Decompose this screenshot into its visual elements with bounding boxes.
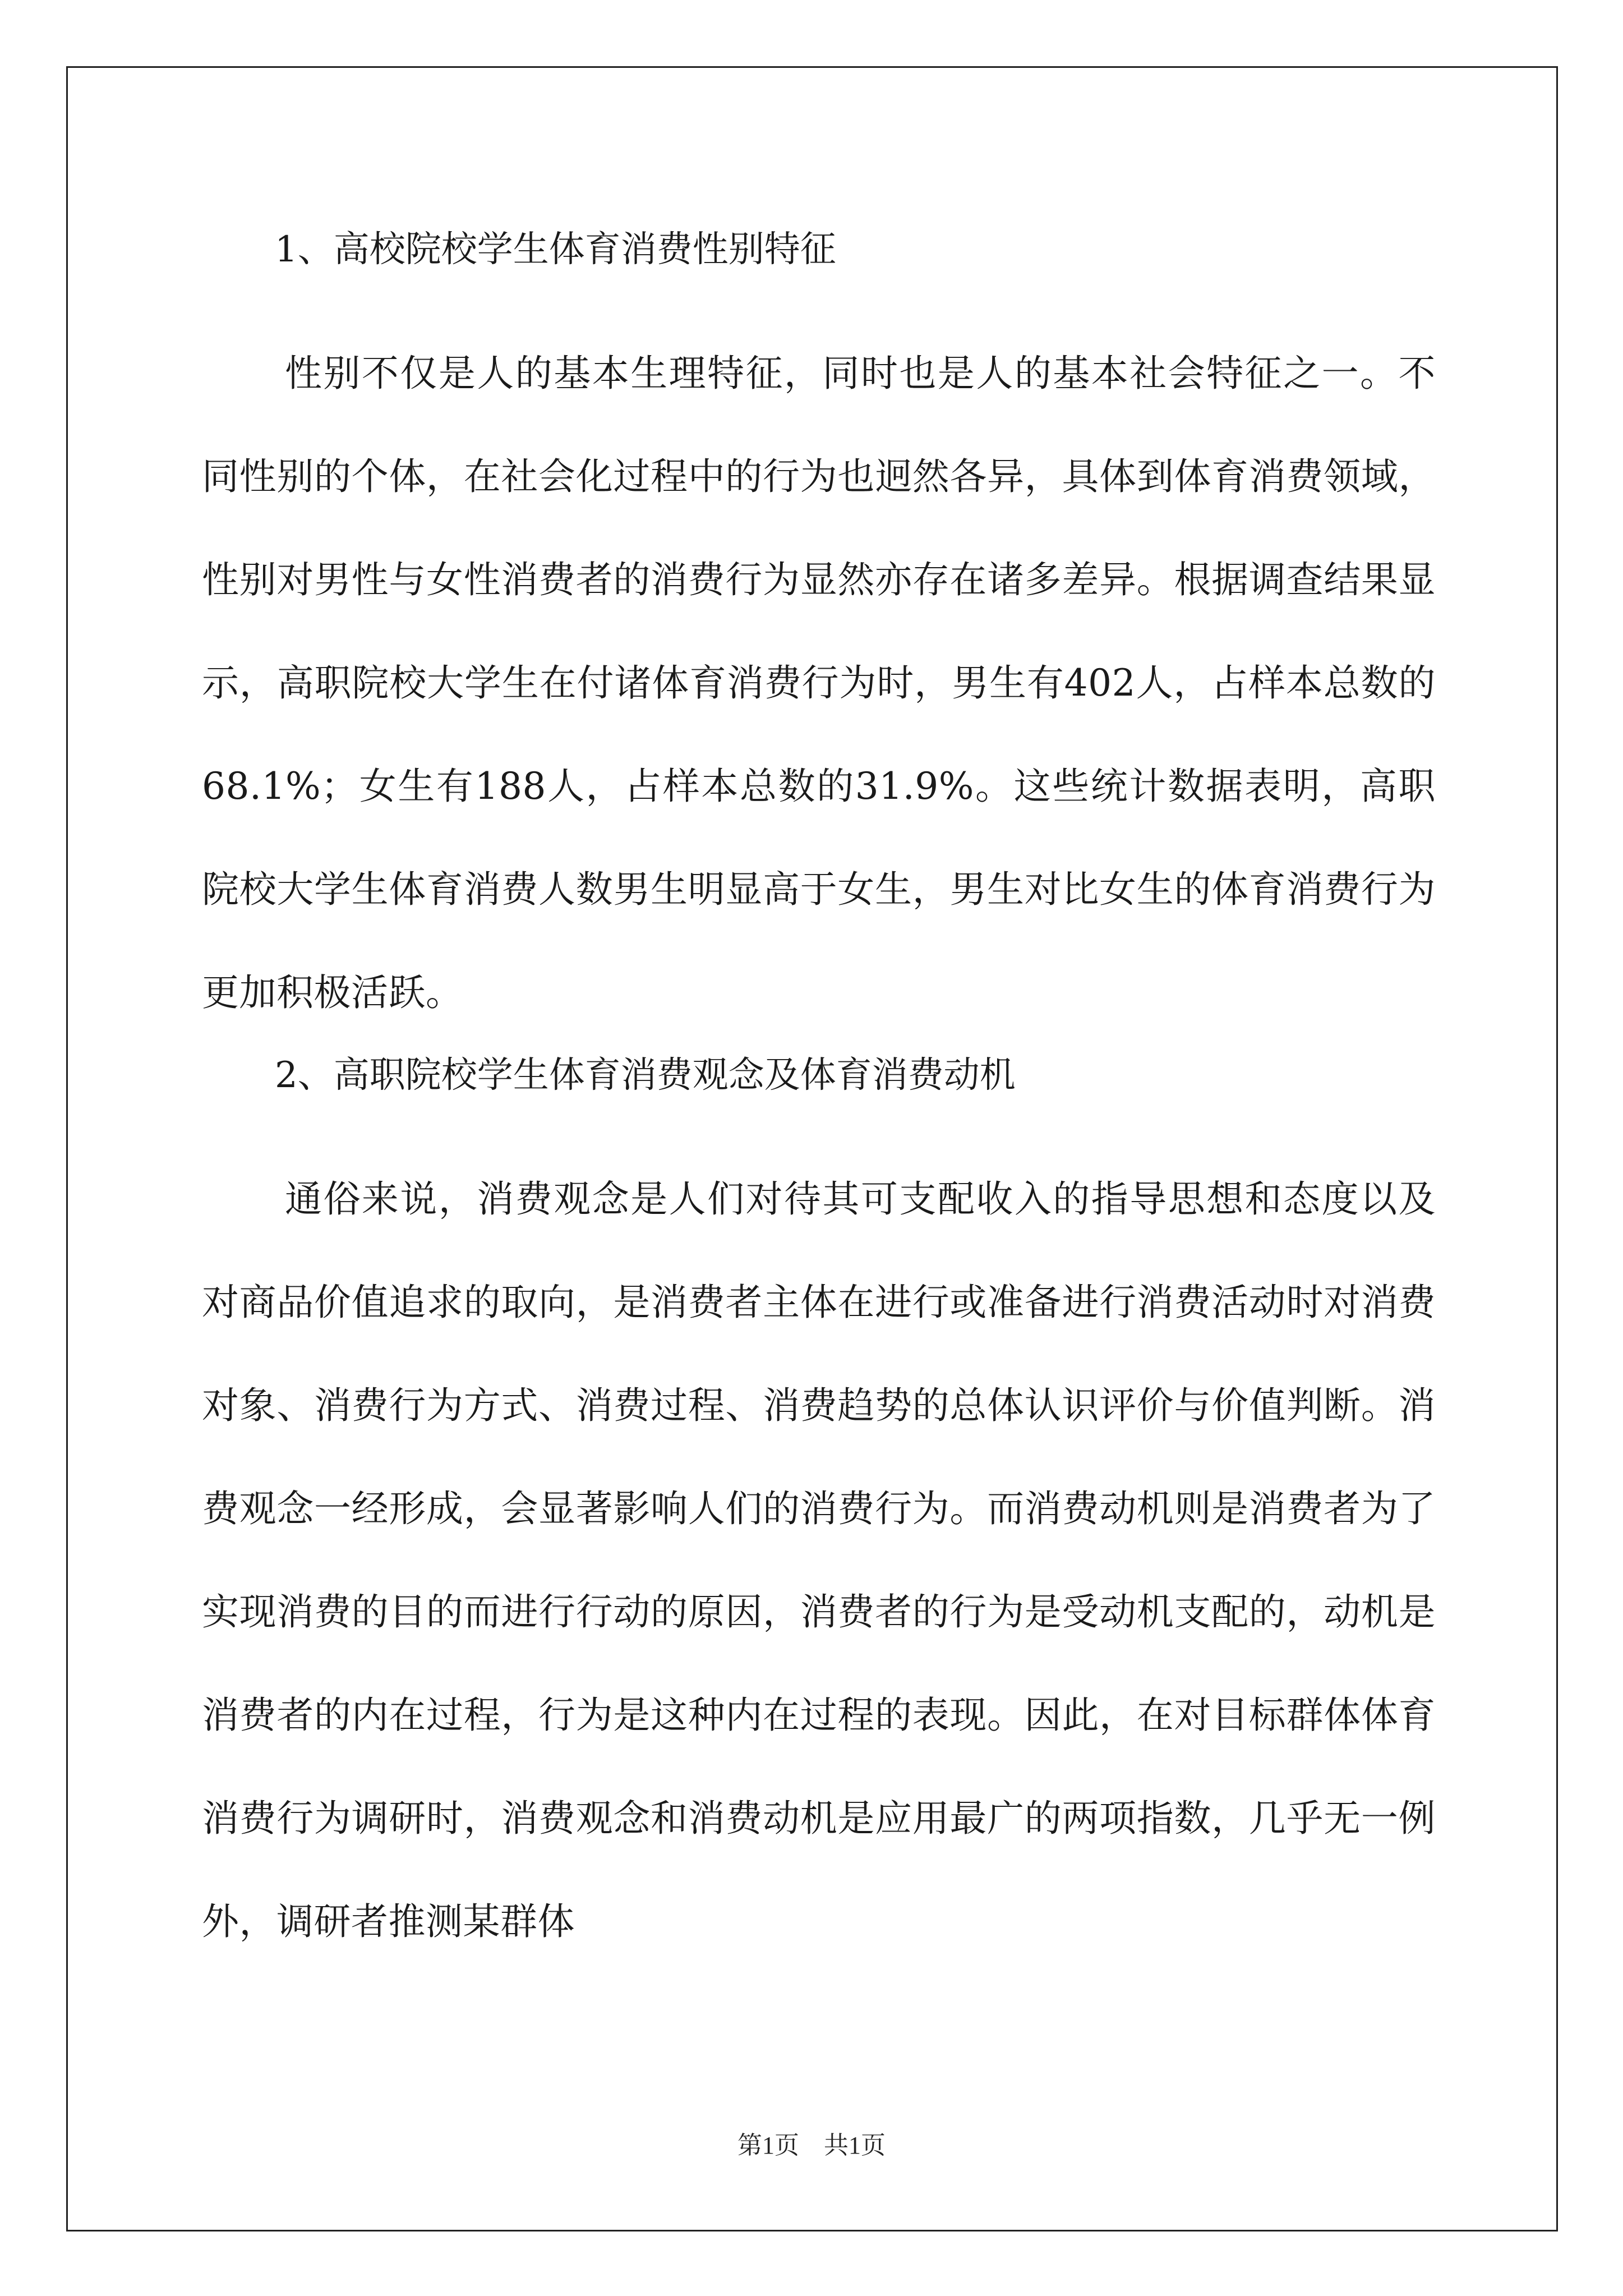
section-2-paragraph: 通俗来说，消费观念是人们对待其可支配收入的指导思想和态度以及对商品价值追求的取向，是消费者主体在进行或准备进行消费活动时对消费对象、消费行为方式、消费过程、消费趋势的总体认识评价与价值判断。消费观念一经形成，会显著影响人们的消费行为。而消费动机则是消费者为了实现消费的目的而进行行动的原因，消费者的行为是受动机支配的，动机是消费者的内在过程，行为是这种内在过程的表现。因此，在对目标群体体育消费行为调研时，消费观念和消费动机是应用最广的两项指数，几乎无一例外，调研者推测某群体 <box>202 1177 1436 1943</box>
section-1-heading: 1、高校院校学生体育消费性别特征 <box>275 229 836 270</box>
section-2-heading: 2、高职院校学生体育消费观念及体育消费动机 <box>275 1055 1016 1096</box>
document-body <box>202 219 1436 1973</box>
page-number: 第1页 <box>737 2132 799 2159</box>
section-1-paragraph: 性别不仅是人的基本生理特征，同时也是人的基本社会特征之一。不同性别的个体，在社会化过程中的行为也迥然各异，具体到体育消费领域，性别对男性与女性消费者的消费行为显然亦存在诸多差异。根据调查结果显示，高职院校大学生在付诸体育消费行为时，男生有402人，占样本总数的68.1%；女生有188人，占样本总数的31.9%。这些统计数据表明，高职院校大学生体育消费人数男生明显高于女生，男生对比女生的体育消费行为更加积极活跃。 <box>202 352 1436 1014</box>
page-footer <box>0 2125 1623 2161</box>
page-total: 共1页 <box>824 2132 886 2159</box>
